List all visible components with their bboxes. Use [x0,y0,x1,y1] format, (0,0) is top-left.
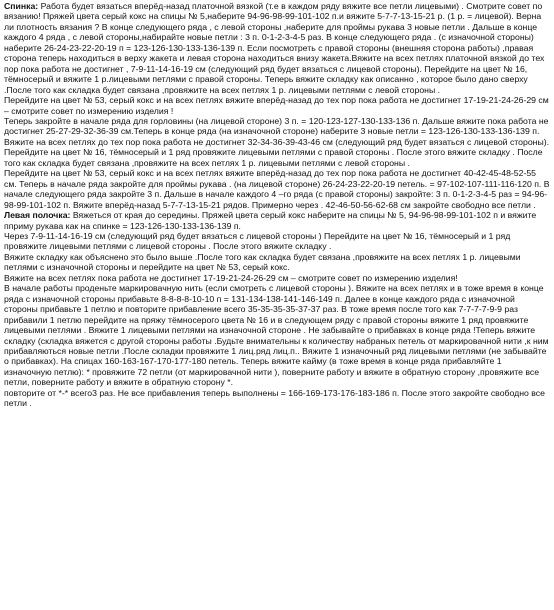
paragraph-text: В начале работы проденьте маркировачную нить (если смотреть с лицевой стороны ). Вяжите на всех петлях и в тоже время в конце ряда с изначочной стороны прибавьте 8-8-8-8-10-10 п = 131-134-138-141-146-149 п. Далее в конце каждого ряда с изначочной стороны прибавьте 1 петлю и повторите прибавление всего 35-35-35-35-37-37 раз. В тоже время после того как 7-7-7-7-9-9 раз прибавили 1 петлю перейдите на пряжу тёмносерого цвета № 16 и в следующем ряду с правой стороны вяжите 1 ряд провяжите лицевыми петлями . Вяжите 1 лицевыми петлями на изначочной стороне . Не забывайте о прибавках в конце ряда !Теперь вяжите складку (складка вяжется с другой стороны работы .Будьте внимательны к количеству набраных петель от маркировачной нити ,к ним прибавляються новые петли .После складки провяжите 1 лиц.ряд лиц.п.. Вяжите 1 изначочный ряд лицевыми петлями (не забывайте о прибавках). На спицах 160-163-167-170-177-180 петель. Теперь вяжите кайму (в тоже время в конце ряда прибавляйте 1 изначочную петлю): * провяжите 72 петли (от маркировачной нити ), поверните работу и вяжите в обратную сторону ,провяжите все петли, поверните работу и вяжите в обратную сторону *. [4,283,549,388]
paragraph-left-front-intro [4,210,550,231]
paragraph-back-color-53 [4,95,550,116]
paragraph-back-armhole [4,168,550,210]
paragraph-back-neckline [4,116,550,168]
section-heading-left-front: Левая полочка: [4,210,71,221]
paragraph-text: Вяжеться от края до середины. Пряжей цвета серый кокс наберите на спицы № 5, 94-96-98-99-101-102 п и вяжите пприму рукава как на спинке = 123-126-130-133-136-139 п. [4,210,537,231]
paragraph-left-front-marker [4,283,550,388]
paragraph-left-front-length [4,273,550,283]
paragraph-text: Перейдите на цвет № 53, серый кокс и на всех петлях вяжите вперёд-назад до тех пор пока работа не достигнет 17-19-21-24-26-29 см – смотрите совет по измерению изделия ! [4,95,549,116]
section-heading-back: Спинка: [4,1,39,11]
paragraph-text: Теперь закройте в начале ряда для горловины (на лицевой стороне) 3 п. = 120-123-127-130-133-136 п. Дальше вяжите пока работа не достигнет 25-27-29-32-36-39 см.Теперь в конце ряда (на изначочной стороне) наберите 3 новые петли = 123-126-130-133-136-139 п. Вяжите на всех петлях до тех пор пока работа не достигнет 32-34-36-39-43-46 см (следующий ряд будет вязаться с лицевой стороны). Перейдите на цвет № 16, тёмносерый и 1 ряд провяжите лицевыми петлями с правой стороны . После этого вяжите складку . После того как складка будет связана ,провяжите на всех петлях 1 р. лицевыми петлями с левой стороны . [4,115,550,168]
paragraph-text: Вяжите складку как объяснено это было выше .После того как складка будет связана ,провяжите на всех петлях 1 р. лицевыми петлями с изначочной стороны и перейдите на цвет № 53, серый кокс. [4,251,521,273]
paragraph-back-intro [4,1,550,95]
paragraph-text: Перейдите на цвет № 53, серый кокс и на всех петлях вяжите вперёд-назад до тех пор пока работа не достигнет 40-42-45-48-52-55 см. Теперь в начале ряда закройте для проймы рукава . (на лицевой стороне) 26-24-23-22-20-19 петель. = 97-102-107-111-116-120 п. В начале следующего ряда закройте 3 п. Дальше в начале каждого 4 –го ряда (с правой стороны) закройте: 3 п. 0-1-2-3-4-5 раз = 94-96-98-99-101-102 п. Вяжите вперёд-назад 5-7-7-13-15-21 рядов. Примерно через . 42-46-50-56-62-68 см закройте свободно все петли . [4,168,550,210]
paragraph-text: Работа будет вязаться вперёд-назад платочной вязкой (т.е в каждом ряду вяжите все петли лицевыми) . Смотрите совет по вязанию! Пряжей цвета серый кокс на спицы № 5,наберите 94-96-98-99-101-102 п.и вяжите 5-7-7-13-15-21 р. (1 р. = лицевой). Верна ли плотность вязания ? В конце следующего ряда , с левой стороны ,наберите для проймы рукава 3 новые петли . Дальше в конце каждого 4 ряда , с левой стороны,набирайте новые петли : 3 п. 0-1-2-3-4-5 раз. В конце следующего ряда . (с изначочной стороны) наберите 26-24-23-22-20-19 п = 123-126-130-133-136-139 п. Если посмотреть с правой стороны (внешняя сторона работы) ,правая сторона теперь находиться в верху жакета и левая сторона находиться внизу жакета.Вяжите на всех петлях платочной вязкой до тех пор пока работа не достигнет , 7-9-11-14-16-19 см (следующий ряд будет вязаться с лицевой стороны). Перейдите на цвет № 16, тёмносерый и вяжите 1 р.лицевыми петлями с правой стороны. Теперь вяжите складку как описанно , которое было дано сверху .После того как складка будет связана ,провяжите на всех петлях 1 р. лицевыми петлями с левой стороны . [4,1,545,95]
paragraph-text: повторите от *-* всего3 раз. Не все прибавления теперь выполнены = 166-169-173-176-183-186 п. После этого закройте свободно все петли . [4,387,545,409]
paragraph-left-front-fold [4,252,550,273]
paragraph-left-front-finish [4,388,550,409]
paragraph-text: Через 7-9-11-14-16-19 см (следующий ряд будет вязаться с лицевой стороны ) Перейдите на цвет № 16, тёмносерый и 1 ряд провяжите лицевыми петлями с лицевой стороны . После этого вяжите складку . [4,230,511,252]
paragraph-left-front-color-16 [4,231,550,252]
paragraph-text: Вяжите на всех петлях пока работа не достигнет 17-19-21-24-26-29 см – смотрите совет по измерению изделия! [4,272,458,283]
